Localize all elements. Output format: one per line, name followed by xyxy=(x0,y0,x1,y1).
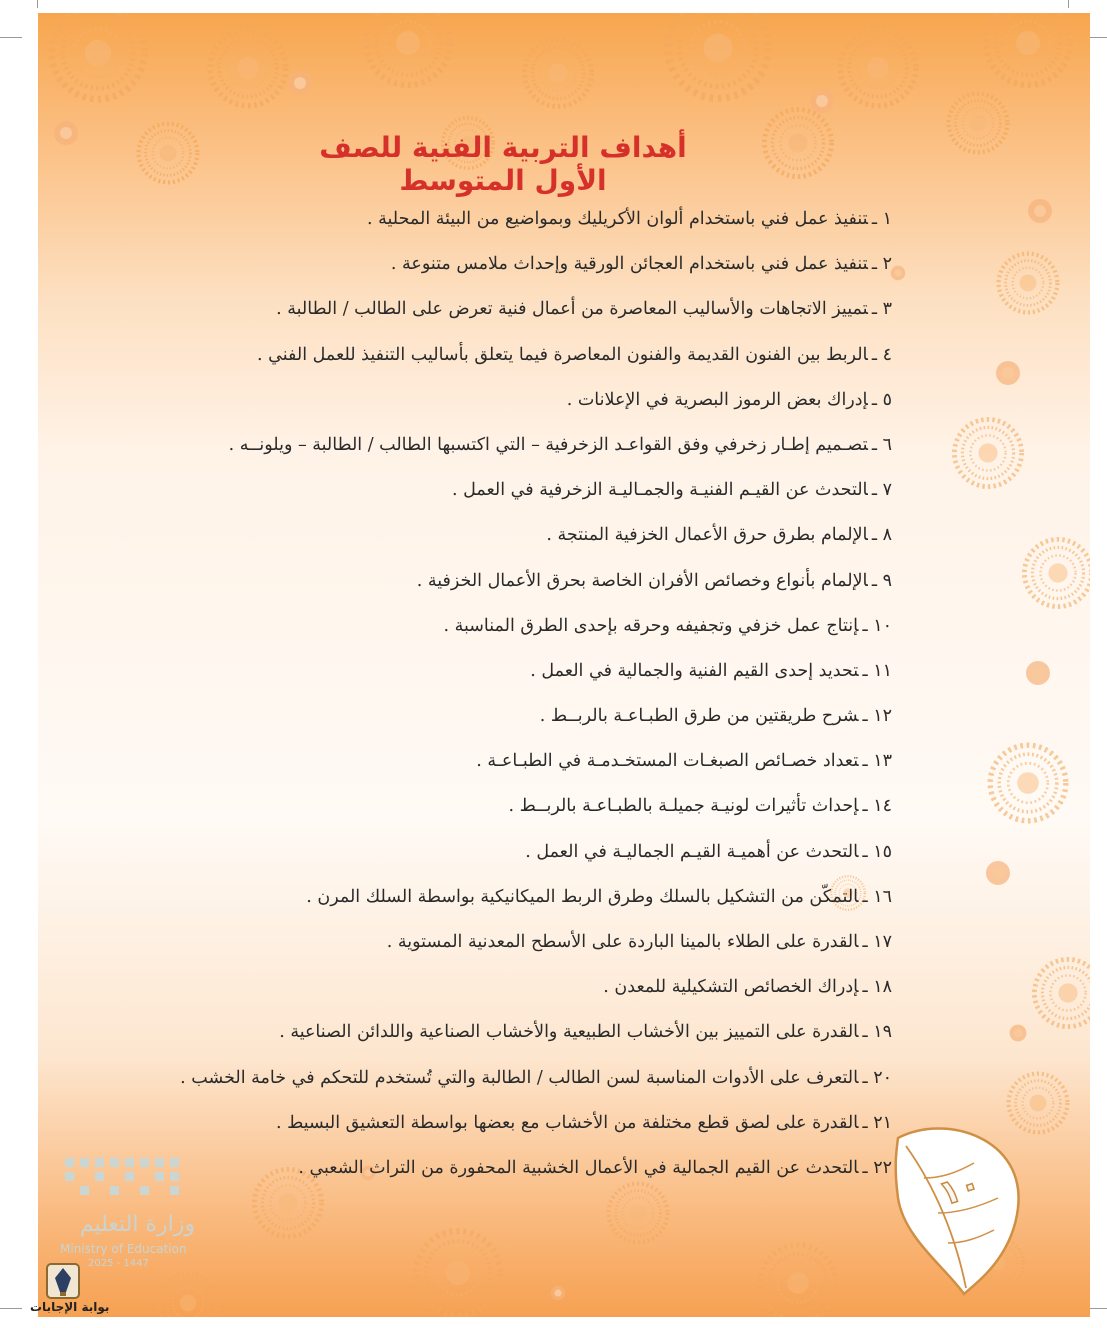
goal-item xyxy=(92,1146,892,1191)
goal-text: التعرف على الأدوات المناسبة لسن الطالب / الطالبة والتي تُستخدم للتحكم في خامة الخشب . xyxy=(180,1067,859,1088)
ministry-arabic-name: وزارة التعليم xyxy=(79,1212,195,1237)
goal-item xyxy=(92,1010,892,1055)
goal-text: التمكّن من التشكيل بالسلك وطرق الربط الميكانيكية بواسطة السلك المرن . xyxy=(306,886,859,907)
ministry-english-name: Ministry of Education xyxy=(60,1242,187,1256)
goal-number: ١٣ ـ xyxy=(862,751,892,772)
goal-text: تصـميم إطـار زخرفي وفق القواعـد الزخرفية – التي اكتسبها الطالب / الطالبة – ويلونــه . xyxy=(228,434,868,455)
goal-text: تحديد إحدى القيم الفنية والجمالية في العمل . xyxy=(530,660,859,681)
goal-text: تمييز الاتجاهات والأساليب المعاصرة من أعمال فنية تعرض على الطالب / الطالبة . xyxy=(276,299,868,320)
goal-text: القدرة على التمييز بين الأخشاب الطبيعية والأخشاب الصناعية واللدائن الصناعية . xyxy=(279,1022,859,1043)
goal-item xyxy=(92,1056,892,1101)
goal-number: ٥ ـ xyxy=(871,389,892,410)
goal-text: الإلمام بطرق حرق الأعمال الخزفية المنتجة . xyxy=(546,525,868,546)
goal-item xyxy=(92,920,892,965)
goal-number: ١٠ ـ xyxy=(862,615,892,636)
goal-number: ١١ ـ xyxy=(862,660,892,681)
goal-number: ٢٢ ـ xyxy=(862,1157,892,1178)
goal-number: ١٧ ـ xyxy=(862,932,892,952)
goal-text: التحدث عن القيـم الفنيـة والجمـاليـة الزخرفية في العمل . xyxy=(451,480,868,501)
crop-mark xyxy=(0,37,22,38)
goal-text: التحدث عن القيم الجمالية في الأعمال الخشبية المحفورة من التراث الشعبي . xyxy=(298,1157,859,1178)
goal-number: ٤ ـ xyxy=(871,344,892,365)
goal-number: ٢ ـ xyxy=(871,254,892,275)
goal-number: ١٢ ـ xyxy=(862,706,892,727)
goal-number: ٣ ـ xyxy=(871,299,892,320)
goal-item xyxy=(92,694,892,739)
page-number: ١٠ xyxy=(934,1163,986,1215)
goal-number: ١٦ ـ xyxy=(862,886,892,907)
goal-number: ٩ ـ xyxy=(871,570,892,591)
goal-text: إدراك الخصائص التشكيلية للمعدن . xyxy=(603,977,859,998)
crop-mark xyxy=(0,1308,22,1309)
crop-mark xyxy=(37,0,38,8)
goal-text: الإلمام بأنواع وخصائص الأفران الخاصة بحرق الأعمال الخزفية . xyxy=(416,570,868,591)
goal-item xyxy=(92,423,892,468)
goal-item xyxy=(92,559,892,604)
goal-text: القدرة على الطلاء بالمينا الباردة على الأسطح المعدنية المستوية . xyxy=(386,932,859,952)
goal-item xyxy=(92,378,892,423)
goal-text: تنفيذ عمل فني باستخدام ألوان الأكريليك وبمواضيع من البيئة المحلية . xyxy=(367,209,868,229)
goal-number: ١ ـ xyxy=(871,209,892,229)
goal-item xyxy=(92,513,892,558)
goal-text: إدراك بعض الرموز البصرية في الإعلانات . xyxy=(566,389,868,410)
goal-item xyxy=(92,604,892,649)
goal-text: تنفيذ عمل فني باستخدام العجائن الورقية وإحداث ملامس متنوعة . xyxy=(390,254,868,275)
goal-text: شرح طريقتين من طرق الطبـاعـة بالربــط . xyxy=(539,706,859,727)
pen-emblem-icon xyxy=(44,1258,82,1300)
goal-number: ٢١ ـ xyxy=(862,1112,892,1133)
goal-item xyxy=(92,287,892,332)
goal-item xyxy=(92,197,892,242)
goal-item xyxy=(92,784,892,829)
goal-text: إنتاج عمل خزفي وتجفيفه وحرقه بإحدى الطرق المناسبة . xyxy=(443,615,859,636)
goal-text: إحداث تأثيرات لونيـة جميلـة بالطبـاعـة بالربــط . xyxy=(508,796,859,817)
goal-item xyxy=(92,242,892,287)
ministry-year: 2025 - 1447 xyxy=(88,1258,149,1269)
answers-portal-watermark: بوابة الإجابات xyxy=(30,1300,110,1314)
book-page xyxy=(38,13,1090,1317)
goal-item xyxy=(92,965,892,1010)
goal-item xyxy=(92,875,892,920)
goal-item xyxy=(92,830,892,875)
goal-number: ١٩ ـ xyxy=(862,1022,892,1043)
goal-number: ١٨ ـ xyxy=(862,977,892,998)
goal-item xyxy=(92,649,892,694)
crop-mark xyxy=(1068,0,1069,8)
goal-text: الربط بين الفنون القديمة والفنون المعاصرة فيما يتعلق بأساليب التنفيذ للعمل الفني . xyxy=(257,344,868,365)
goal-text: القدرة على لصق قطع مختلفة من الأخشاب مع بعضها بواسطة التعشيق البسيط . xyxy=(276,1112,859,1133)
goal-number: ٢٠ ـ xyxy=(862,1067,892,1088)
goal-number: ١٤ ـ xyxy=(862,796,892,817)
goal-number: ٨ ـ xyxy=(871,525,892,546)
page-title: أهداف التربية الفنية للصف الأول المتوسط xyxy=(319,131,687,197)
goal-item xyxy=(92,468,892,513)
goal-item xyxy=(92,333,892,378)
goal-item xyxy=(92,1101,892,1146)
goal-item xyxy=(92,739,892,784)
goal-number: ١٥ ـ xyxy=(862,841,892,862)
goal-number: ٧ ـ xyxy=(871,480,892,501)
goal-number: ٦ ـ xyxy=(871,434,892,455)
goals-list xyxy=(92,197,892,1191)
goal-text: التحدث عن أهميـة القيـم الجماليـة في العمل . xyxy=(525,841,859,862)
goal-text: تعداد خصـائص الصبغـات المستخـدمـة في الطبـاعـة . xyxy=(476,751,859,772)
